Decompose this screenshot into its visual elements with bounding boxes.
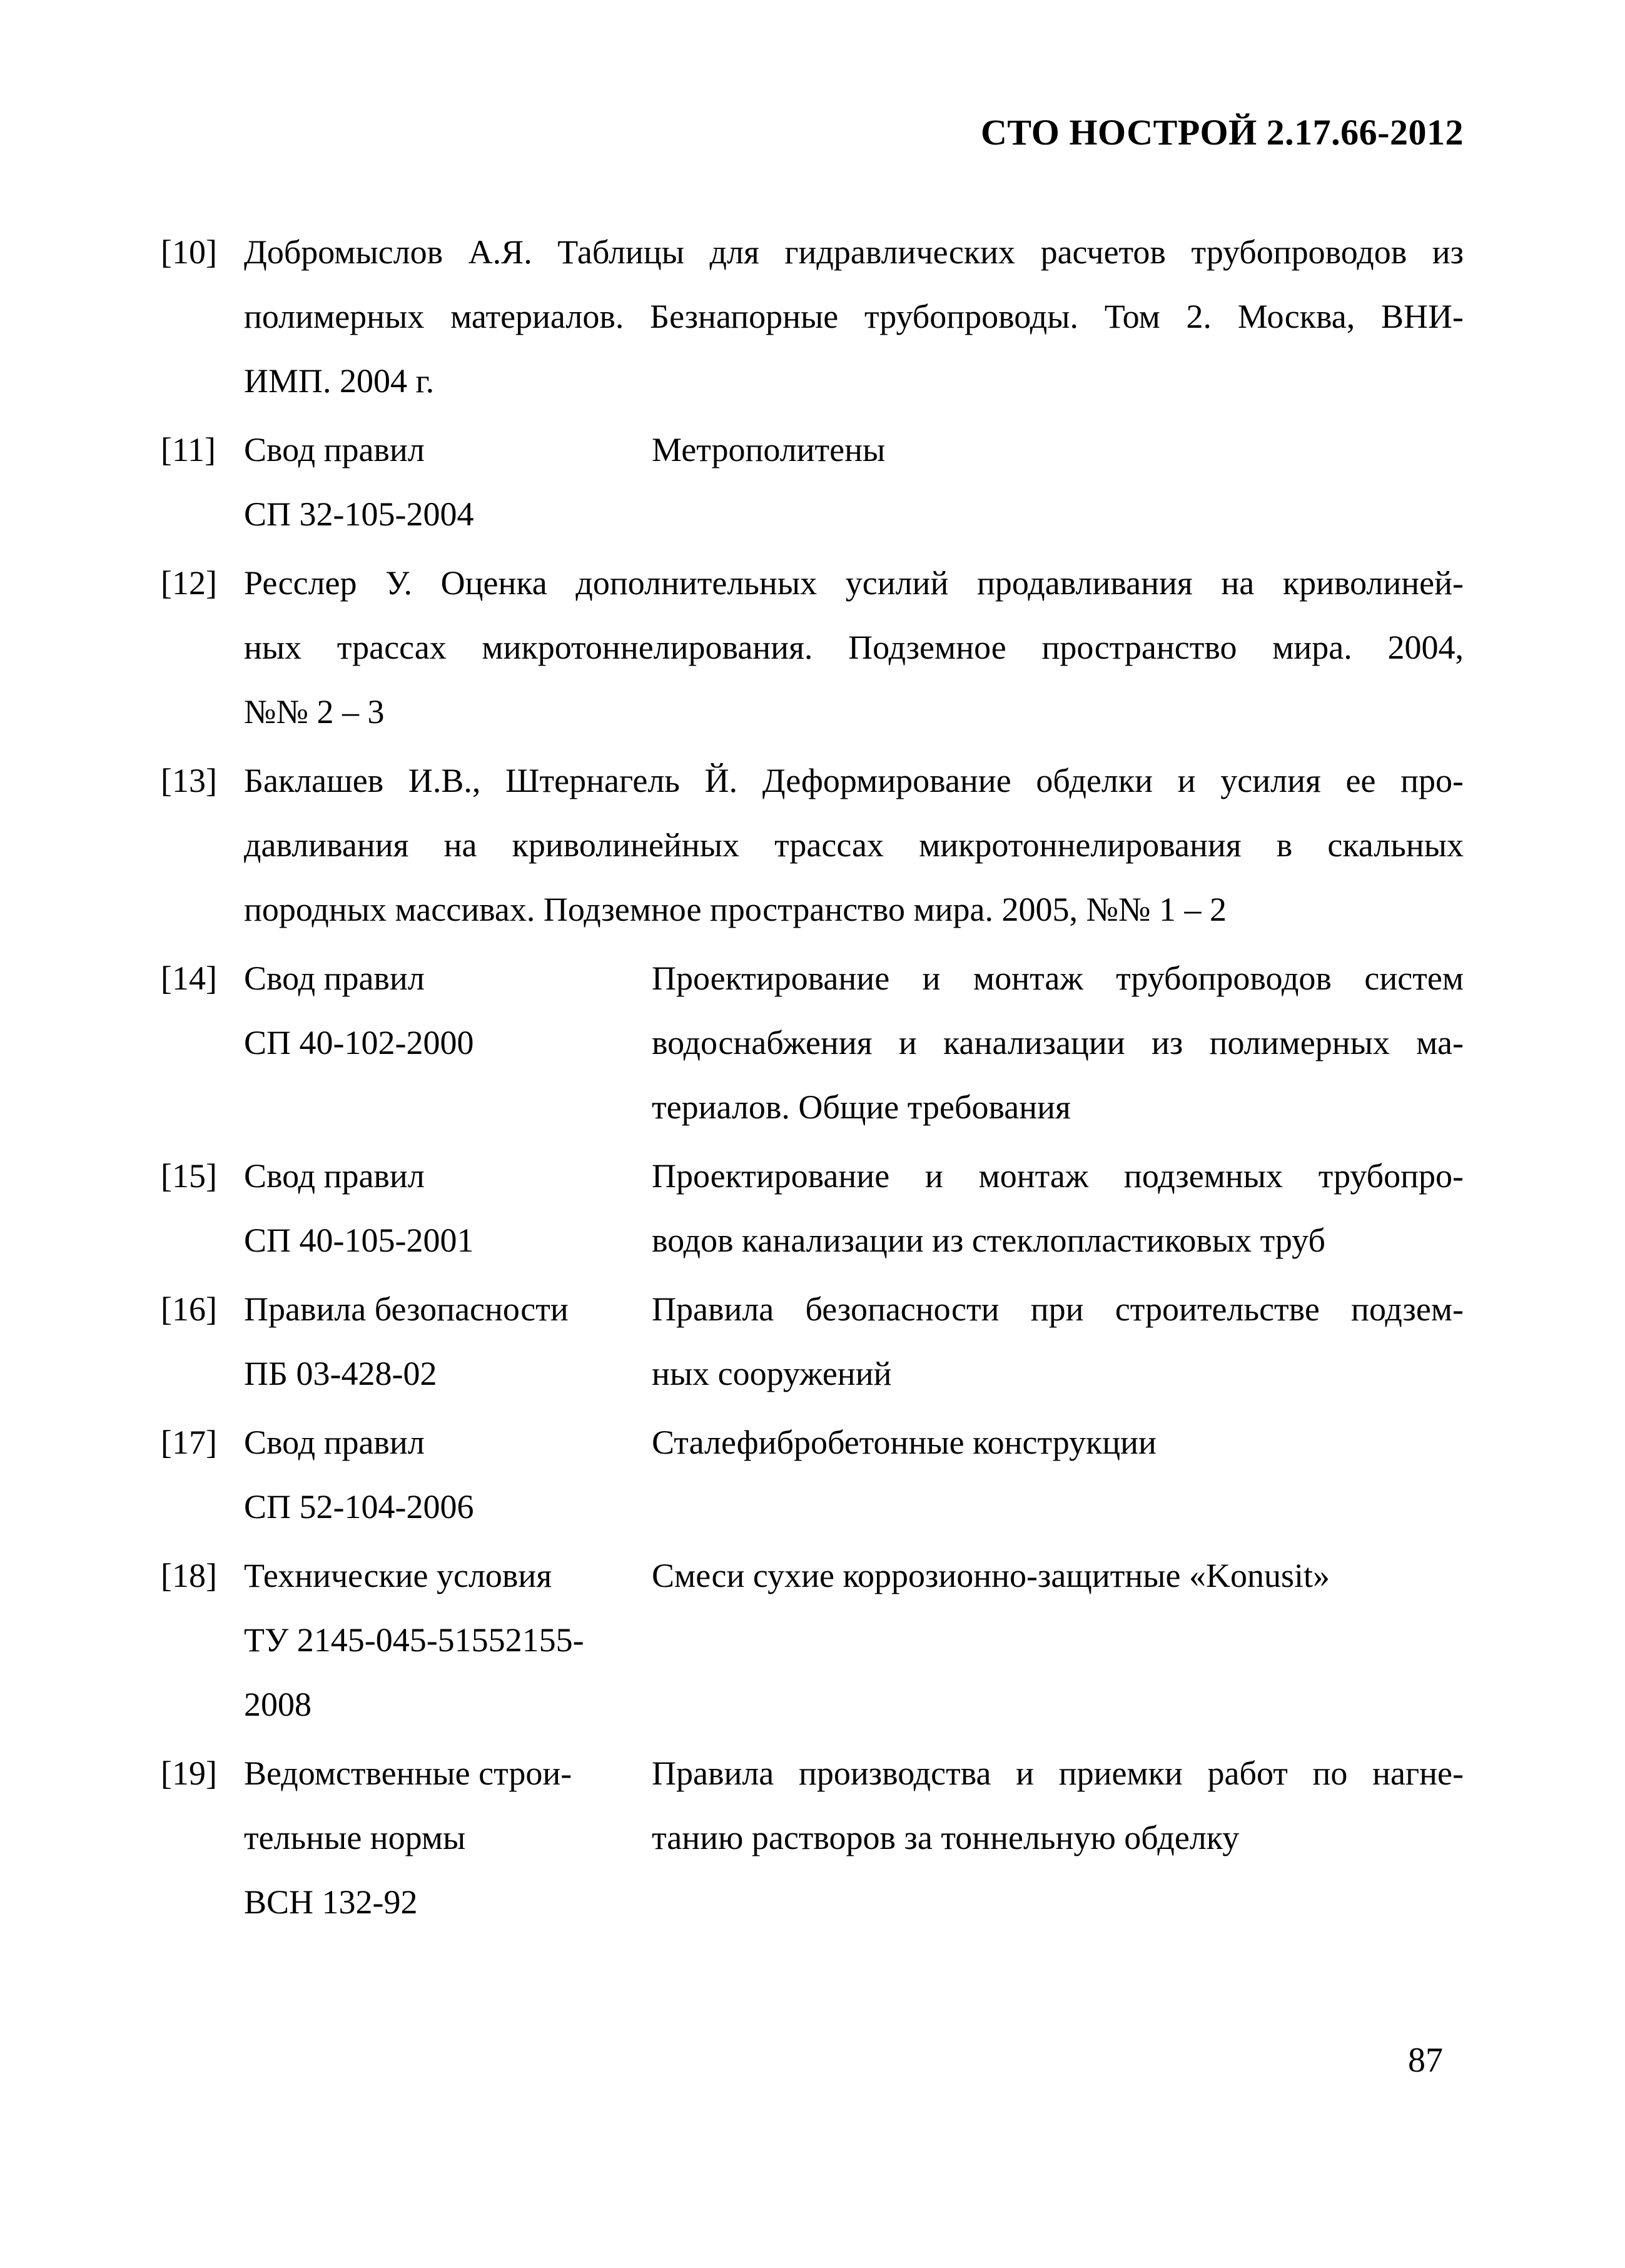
entry-text: [244, 946, 1464, 1140]
page-number: 87: [1408, 2041, 1443, 2080]
description-line: Правила безопасности при строительстве подзем-: [652, 1290, 1464, 1328]
label-column: [244, 1144, 652, 1273]
reference-line: Баклашев И.В., Штернагель Й. Деформирование обделки и усилия ее про-: [244, 762, 1464, 799]
description-line: Проектирование и монтаж трубопроводов систем: [652, 959, 1464, 997]
document-header: СТО НОСТРОЙ 2.17.66-2012: [980, 112, 1464, 153]
reference-line: Ресслер У. Оценка дополнительных усилий продавливания на криволиней-: [244, 564, 1464, 602]
label-line: ПБ 03-428-02: [244, 1355, 437, 1392]
entry-text: [244, 1410, 1464, 1539]
description-column: [652, 1741, 1464, 1870]
entry-number: [11]: [161, 431, 216, 468]
label-line: Свод правил: [244, 959, 425, 997]
reference-line: полимерных материалов. Безнапорные трубопроводы. Том 2. Москва, ВНИ-: [244, 298, 1464, 335]
label-line: Свод правил: [244, 431, 425, 468]
description-column: [652, 1277, 1464, 1406]
label-column: [244, 1410, 652, 1539]
description-line: териалов. Общие требования: [652, 1088, 1071, 1126]
label-line: Правила безопасности: [244, 1290, 569, 1328]
label-line: Свод правил: [244, 1157, 425, 1195]
description-line: танию растворов за тоннельную обделку: [652, 1819, 1240, 1856]
description-column: [652, 1410, 1464, 1475]
reference-line: ИМП. 2004 г.: [244, 362, 435, 400]
reference-entry-15: [161, 1144, 1464, 1273]
reference-entry-11: [161, 418, 1464, 547]
entry-text: [244, 1277, 1464, 1406]
entry-text: [244, 749, 1464, 942]
label-column: [244, 1544, 652, 1737]
description-line: Метрополитены: [652, 431, 886, 468]
reference-entry-19: [161, 1741, 1464, 1935]
description-column: [652, 1544, 1464, 1608]
references-list: [161, 220, 1464, 1939]
label-line: СП 40-102-2000: [244, 1024, 474, 1061]
description-line: Проектирование и монтаж подземных трубопро-: [652, 1157, 1464, 1195]
description-line: Сталефибробетонные конструкции: [652, 1424, 1157, 1461]
reference-entry-16: [161, 1277, 1464, 1406]
entry-number: [12]: [161, 564, 217, 602]
description-line: ных сооружений: [652, 1355, 892, 1392]
label-column: [244, 418, 652, 547]
entry-number: [19]: [161, 1754, 217, 1792]
entry-number: [17]: [161, 1424, 217, 1461]
entry-text: [244, 220, 1464, 413]
reference-entry-14: [161, 946, 1464, 1140]
description-column: [652, 418, 1464, 482]
entry-number: [14]: [161, 959, 217, 997]
entry-number: [18]: [161, 1557, 217, 1594]
description-line: водов канализации из стеклопластиковых труб: [652, 1222, 1325, 1259]
reference-entry-17: [161, 1410, 1464, 1539]
description-column: [652, 1144, 1464, 1273]
reference-line: №№ 2 – 3: [244, 693, 385, 731]
label-line: СП 40-105-2001: [244, 1222, 474, 1259]
label-line: СП 32-105-2004: [244, 495, 474, 533]
label-column: [244, 946, 652, 1075]
label-line: Технические условия: [244, 1557, 552, 1594]
entry-number: [15]: [161, 1157, 217, 1195]
description-column: [652, 946, 1464, 1140]
label-line: Ведомственные строи-: [244, 1754, 572, 1792]
description-line: Правила производства и приемки работ по нагне-: [652, 1754, 1464, 1792]
entry-text: [244, 1144, 1464, 1273]
entry-number: [13]: [161, 762, 217, 799]
entry-text: [244, 418, 1464, 547]
label-column: [244, 1277, 652, 1406]
reference-line: Добромыслов А.Я. Таблицы для гидравлических расчетов трубопроводов из: [244, 233, 1464, 271]
label-column: [244, 1741, 652, 1935]
entry-text: [244, 1741, 1464, 1935]
description-line: водоснабжения и канализации из полимерных ма-: [652, 1024, 1464, 1061]
label-line: ТУ 2145-045-51552155-: [244, 1621, 584, 1659]
label-line: СП 52-104-2006: [244, 1488, 474, 1526]
label-line: Свод правил: [244, 1424, 425, 1461]
reference-entry-18: [161, 1544, 1464, 1737]
reference-entry-13: [161, 749, 1464, 942]
entry-text: [244, 551, 1464, 744]
reference-line: породных массивах. Подземное пространство мира. 2005, №№ 1 – 2: [244, 891, 1227, 928]
reference-line: ных трассах микротоннелирования. Подземное пространство мира. 2004,: [244, 629, 1464, 666]
reference-entry-12: [161, 551, 1464, 744]
reference-line: давливания на криволинейных трассах микротоннелирования в скальных: [244, 826, 1464, 864]
entry-number: [10]: [161, 233, 217, 271]
reference-entry-10: [161, 220, 1464, 413]
label-line: тельные нормы: [244, 1819, 466, 1856]
label-line: 2008: [244, 1686, 311, 1723]
description-line: Смеси сухие коррозионно-защитные «Konusit»: [652, 1557, 1330, 1594]
label-line: ВСН 132-92: [244, 1883, 418, 1921]
entry-text: [244, 1544, 1464, 1737]
entry-number: [16]: [161, 1290, 217, 1328]
